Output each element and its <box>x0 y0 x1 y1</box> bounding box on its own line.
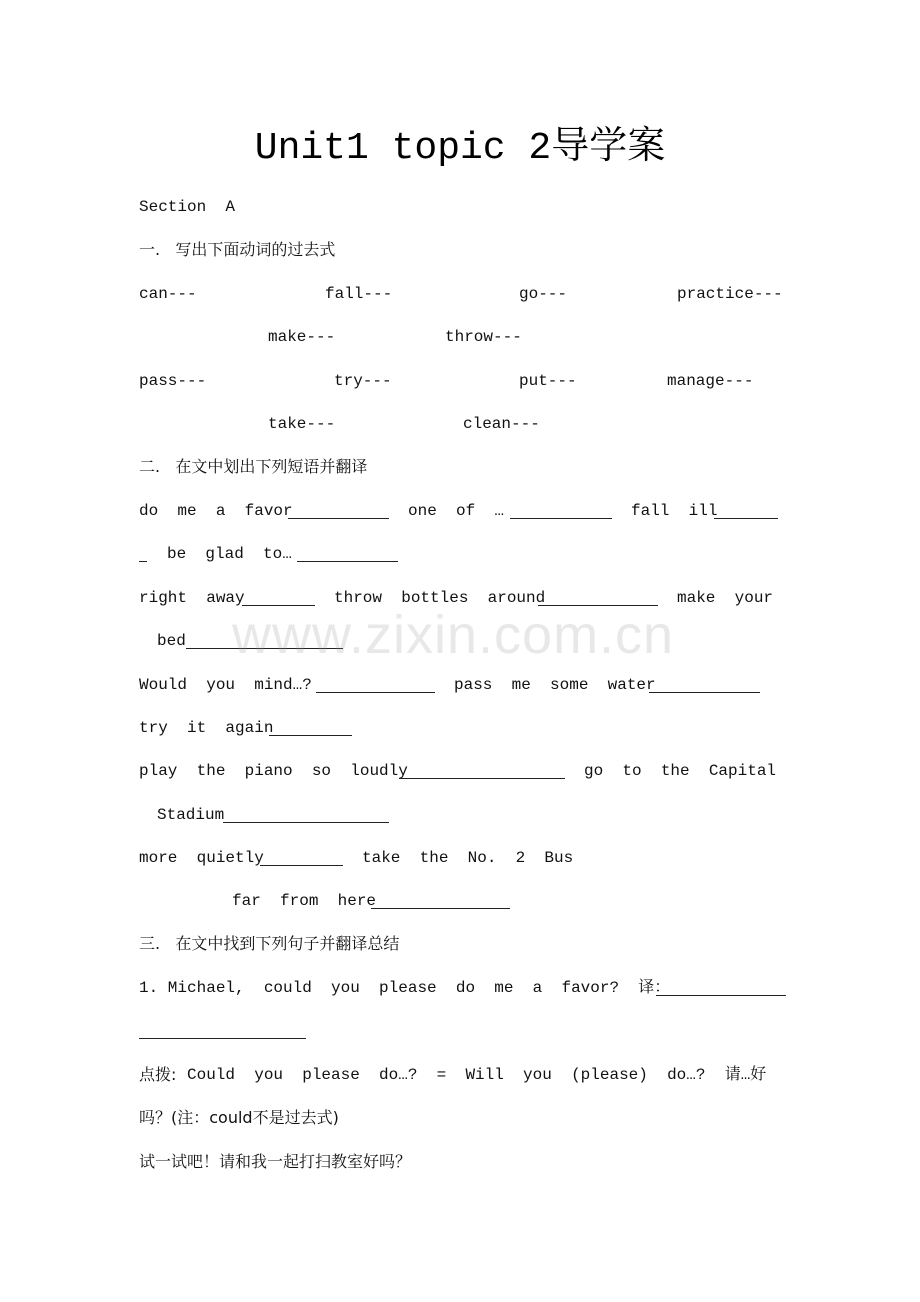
phrase-play-the-piano: play the piano so loudly <box>139 762 408 780</box>
answer-blank[interactable] <box>260 850 343 866</box>
verb-pass: pass--- <box>139 372 207 390</box>
verb-make: make--- <box>268 328 336 346</box>
tip-label: 点拨: <box>139 1065 177 1084</box>
verb-clean: clean--- <box>463 415 540 433</box>
answer-blank[interactable] <box>656 980 786 996</box>
phrase-make-your: make your <box>677 589 774 607</box>
verb-put: put--- <box>519 372 577 390</box>
phrase-one-of: one of … <box>408 502 505 520</box>
answer-blank[interactable] <box>297 546 398 562</box>
answer-blank[interactable] <box>288 503 389 519</box>
phrase-throw-bottles-around: throw bottles around <box>334 589 546 607</box>
verb-throw: throw--- <box>445 328 522 346</box>
try-it-prompt: 试一试吧！请和我一起打扫教室好吗？ <box>139 1152 412 1171</box>
answer-blank[interactable] <box>139 546 147 562</box>
tip-text: Could you please do…? = Will you (please) do…? 请…好 <box>187 1066 767 1084</box>
verb-fall: fall--- <box>325 285 393 303</box>
answer-blank[interactable] <box>371 893 510 909</box>
phrase-pass-me-some-water: pass me some water <box>454 676 656 694</box>
watermark: www.zixin.com.cn <box>232 605 675 665</box>
tip-text-continued: 吗？(注：could不是过去式) <box>139 1108 339 1127</box>
verb-go: go--- <box>519 285 568 303</box>
answer-blank[interactable] <box>399 763 565 779</box>
answer-blank[interactable] <box>316 677 435 693</box>
phrase-stadium: Stadium <box>157 806 225 824</box>
phrase-bed: bed <box>157 632 186 650</box>
verb-can: can--- <box>139 285 197 303</box>
part3-heading: 三. 在文中找到下列句子并翻译总结 <box>139 934 400 953</box>
verb-manage: manage--- <box>667 372 754 390</box>
part1-heading: 一. 写出下面动词的过去式 <box>139 240 336 259</box>
verb-practice: practice--- <box>677 285 783 303</box>
verb-try: try--- <box>334 372 392 390</box>
phrase-right-away: right away <box>139 589 245 607</box>
answer-blank[interactable] <box>649 677 760 693</box>
phrase-go-to-the-capital: go to the Capital <box>584 762 777 780</box>
section-label: Section A <box>139 198 236 216</box>
phrase-be-glad-to: be glad to… <box>167 545 292 563</box>
phrase-fall-ill: fall ill <box>631 502 718 520</box>
phrase-far-from-here: far from here <box>232 892 377 910</box>
answer-blank[interactable] <box>223 807 389 823</box>
page-title: Unit1 topic 2导学案 <box>254 127 666 170</box>
part2-heading: 二. 在文中划出下列短语并翻译 <box>139 457 368 476</box>
answer-blank[interactable] <box>139 1023 306 1039</box>
answer-blank[interactable] <box>714 503 778 519</box>
answer-blank[interactable] <box>510 503 612 519</box>
answer-blank[interactable] <box>269 720 352 736</box>
phrase-try-it-again: try it again <box>139 719 274 737</box>
phrase-take-the-bus: take the No. 2 Bus <box>362 849 574 867</box>
phrase-would-you-mind: Would you mind…? <box>139 676 312 694</box>
verb-take: take--- <box>268 415 336 433</box>
phrase-more-quietly: more quietly <box>139 849 264 867</box>
phrase-do-me-a-favor: do me a favor <box>139 502 293 520</box>
sentence-1: 1. Michael, could you please do me a favor? 译： <box>139 979 671 997</box>
